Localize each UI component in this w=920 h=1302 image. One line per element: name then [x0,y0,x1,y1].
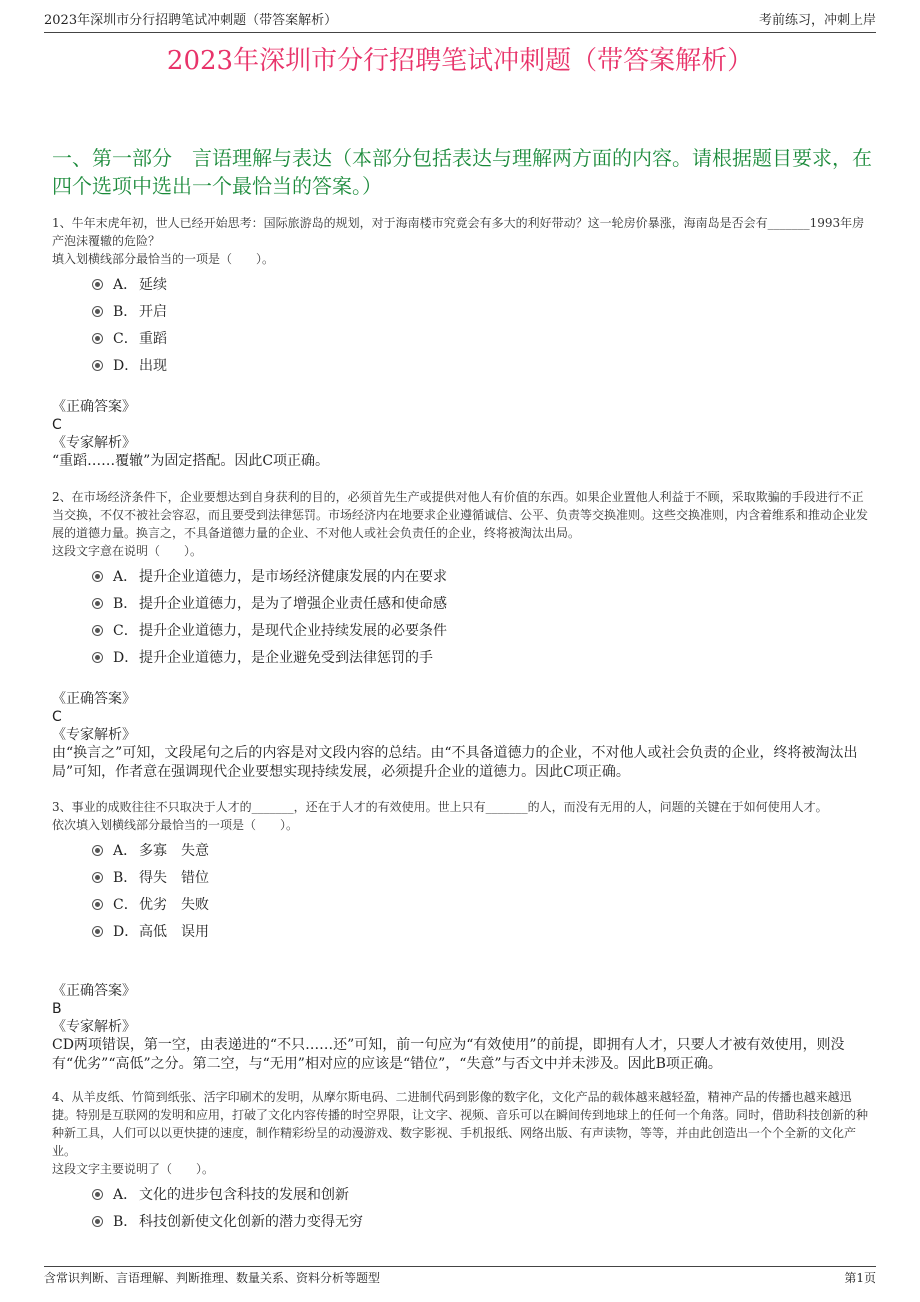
question-2 [52,488,872,672]
expert-label: 《专家解析》 [52,1019,136,1035]
option-a[interactable]: A． 多寡 失意 [92,838,872,865]
radio-icon[interactable] [92,652,103,663]
radio-icon[interactable] [92,306,103,317]
answer-block-1 [52,398,872,471]
radio-icon[interactable] [92,333,103,344]
question-4 [52,1088,872,1236]
answer-label: 《正确答案》 [52,691,136,707]
page-title: 2023年深圳市分行招聘笔试冲刺题（带答案解析） [166,46,754,76]
option-d[interactable]: D．高低 误用 [92,919,872,946]
header-slogan: 考前练习，冲刺上岸 [758,13,876,28]
question-prompt: 这段文字意在说明（ ）。 [52,544,203,558]
question-prompt: 这段文字主要说明了（ ）。 [52,1162,215,1176]
expert-label: 《专家解析》 [52,435,136,451]
explanation: 由“换言之”可知，文段尾句之后的内容是对文段内容的总结。由“不具备道德力的企业，不对他人或社会负责的企业，终将被淘汰出局”可知，作者意在强调现代企业要想实现持续发展，必须提升企业的道德力。因此C项正确。 [52,745,858,780]
option-a[interactable]: A． 延续 [92,272,872,299]
question-1 [52,214,872,380]
correct-answer: C [52,417,62,433]
page-header [44,10,876,33]
option-b[interactable]: B． 科技创新使文化创新的潜力变得无穷 [92,1209,872,1236]
option-list [92,838,872,946]
answer-block-2 [52,690,872,782]
section-heading: 一、第一部分 言语理解与表达（本部分包括表达与理解两方面的内容。请根据题目要求，在四个选项中选出一个最恰当的答案。） [52,146,872,198]
explanation: CD两项错误，第一空，由表递进的“不只……还”可知，前一句应为“有效使用”的前提，即拥有人才，只要人才被有效使用，则没有“优劣”“高低”之分。第二空，与“无用”相对应的应该是“错位”，“失意”与否文中并未涉及。因此B项正确。 [52,1037,845,1072]
question-prompt: 填入划横线部分最恰当的一项是（ ）。 [52,252,275,266]
radio-icon[interactable] [92,360,103,371]
option-d[interactable]: D．出现 [92,353,872,380]
option-c[interactable]: C．提升企业道德力，是现代企业持续发展的必要条件 [92,618,872,645]
option-a[interactable]: A． 提升企业道德力，是市场经济健康发展的内在要求 [92,564,872,591]
header-doc-title: 2023年深圳市分行招聘笔试冲刺题（带答案解析） [44,13,338,28]
radio-icon[interactable] [92,279,103,290]
option-d[interactable]: D．提升企业道德力，是企业避免受到法律惩罚的手 [92,645,872,672]
option-list [92,564,872,672]
correct-answer: B [52,1001,62,1017]
page-footer [44,1266,876,1289]
explanation: “重蹈……覆辙”为固定搭配。因此C项正确。 [52,453,330,469]
radio-icon[interactable] [92,625,103,636]
question-3 [52,798,872,946]
option-a[interactable]: A． 文化的进步包含科技的发展和创新 [92,1182,872,1209]
question-text: 3、事业的成败往往不只取决于人才的_______，还在于人才的有效使用。世上只有_______的人，而没有无用的人，问题的关键在于如何使用人才。 [52,800,828,814]
option-list [92,272,872,380]
radio-icon[interactable] [92,598,103,609]
question-prompt: 依次填入划横线部分最恰当的一项是（ ）。 [52,818,299,832]
radio-icon[interactable] [92,899,103,910]
page-number: 第1页 [844,1271,876,1285]
option-b[interactable]: B． 提升企业道德力，是为了增强企业责任感和使命感 [92,591,872,618]
question-text: 4、从羊皮纸、竹简到纸张、活字印刷术的发明，从摩尔斯电码、二进制代码到影像的数字化，文化产品的载体越来越轻盈，精神产品的传播也越来越迅捷。特别是互联网的发明和应用，打破了文化内容传播的时空界限，让文字、视频、音乐可以在瞬间传到地球上的任何一个角落。同时，借助科技创新的种种新工具，人们可以以更快捷的速度，制作精彩纷呈的动漫游戏、数字影视、手机报纸、网络出版、有声读物，等等，并由此创造出一个个全新的文化产业。 [52,1090,869,1158]
question-text: 2、在市场经济条件下，企业要想达到自身获利的目的，必须首先生产或提供对他人有价值的东西。如果企业置他人利益于不顾，采取欺骗的手段进行不正当交换，不仅不被社会容忍，而且要受到法律惩罚。市场经济内在地要求企业遵循诚信、公平、负责等交换准则。这些交换准则，内含着维系和推动企业发展的道德力量。换言之，不具备道德力量的企业、不对他人或社会负责任的企业，终将被淘汰出局。 [52,490,869,540]
radio-icon[interactable] [92,926,103,937]
expert-label: 《专家解析》 [52,727,136,743]
option-b[interactable]: B． 得失 错位 [92,865,872,892]
radio-icon[interactable] [92,1189,103,1200]
option-list [92,1182,872,1236]
answer-label: 《正确答案》 [52,399,136,415]
answer-label: 《正确答案》 [52,983,136,999]
option-b[interactable]: B． 开启 [92,299,872,326]
radio-icon[interactable] [92,845,103,856]
correct-answer: C [52,709,62,725]
radio-icon[interactable] [92,872,103,883]
option-c[interactable]: C．重蹈 [92,326,872,353]
radio-icon[interactable] [92,571,103,582]
footer-topics: 含常识判断、言语理解、判断推理、数量关系、资料分析等题型 [44,1271,381,1285]
answer-block-3 [52,982,872,1074]
option-c[interactable]: C．优劣 失败 [92,892,872,919]
question-text: 1、牛年末虎年初，世人已经开始思考：国际旅游岛的规划，对于海南楼市究竟会有多大的利好带动？这一轮房价暴涨，海南岛是否会有_______1993年房产泡沫覆辙的危险？ [52,216,865,248]
radio-icon[interactable] [92,1216,103,1227]
